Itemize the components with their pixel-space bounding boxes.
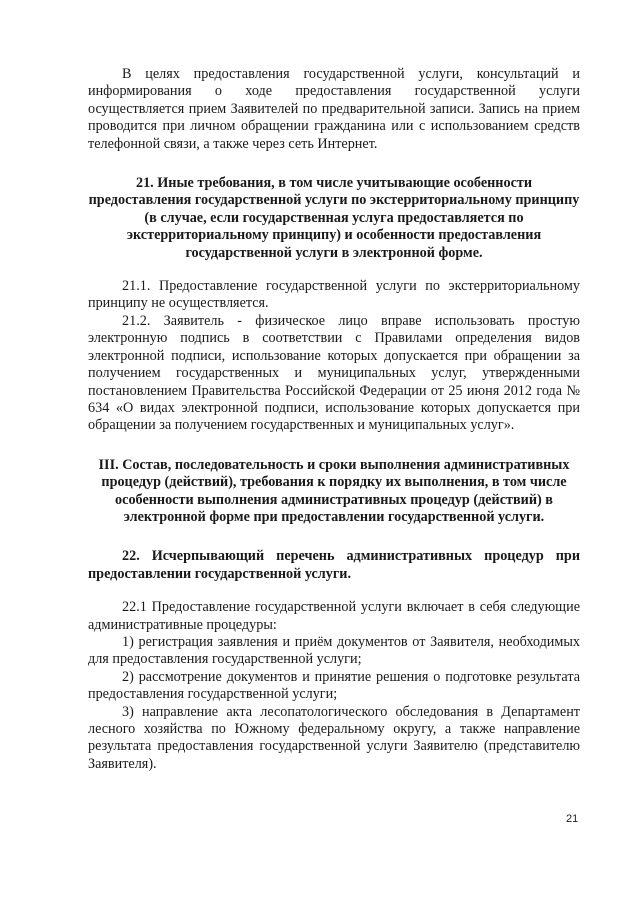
list-item-2: 2) рассмотрение документов и принятие решения о подготовке результата предоставления государственной услуги; — [88, 668, 580, 703]
paragraph-21-1: 21.1. Предоставление государственной услуги по экстерриториальному принципу не осуществляется. — [88, 278, 580, 312]
list-item-1: 1) регистрация заявления и приём документов от Заявителя, необходимых для предоставления государственной услуги; — [88, 633, 580, 668]
section-3-heading: III. Состав, последовательность и сроки выполнения административных процедур (действий), требования к порядку их выполнения, в том числе особенности выполнения административных процедур (действий) в электронной форме при предоставлении государственной услуги. — [98, 456, 570, 525]
section-22-heading: 22. Исчерпывающий перечень административных процедур при предоставлении государственной услуги. — [88, 548, 580, 582]
document-page — [88, 66, 580, 773]
paragraph-appointment: В целях предоставления государственной услуги, консультаций и информирования о ходе предоставления государственной услуги осуществляется прием Заявителей по предварительной записи. Запись на прием проводится при личном обращении гражданина или с использованием средств телефонной связи, а также через сеть Интернет. — [88, 66, 580, 152]
paragraph-21-2: 21.2. Заявитель - физическое лицо вправе использовать простую электронную подпись в соответствии с Правилами определения видов электронной подписи, использование которых допускается при обращении за получением государственных и муниципальных услуг, утвержденными постановлением Правительства Российской Федерации от 25 июня 2012 года № 634 «О видах электронной подписи, использование которых допускается при обращении за получением государственных и муниципальных услуг». — [88, 312, 580, 434]
list-item-3: 3) направление акта лесопатологического обследования в Департамент лесного хозяйства по Южному федеральному округу, а также направление результата предоставления государственной услуги Заявителю (представителю Заявителя). — [88, 703, 580, 772]
section-21-heading: 21. Иные требования, в том числе учитывающие особенности предоставления государственной услуги по экстерриториальному принципу (в случае, если государственная услуга предоставляется по экстерриториальному принципу) и особенности предоставления государственной услуги в электронной форме. — [88, 175, 580, 261]
page-number: 21 — [566, 813, 579, 825]
paragraph-22-1: 22.1 Предоставление государственной услуги включает в себя следующие административные процедуры: — [88, 599, 580, 633]
